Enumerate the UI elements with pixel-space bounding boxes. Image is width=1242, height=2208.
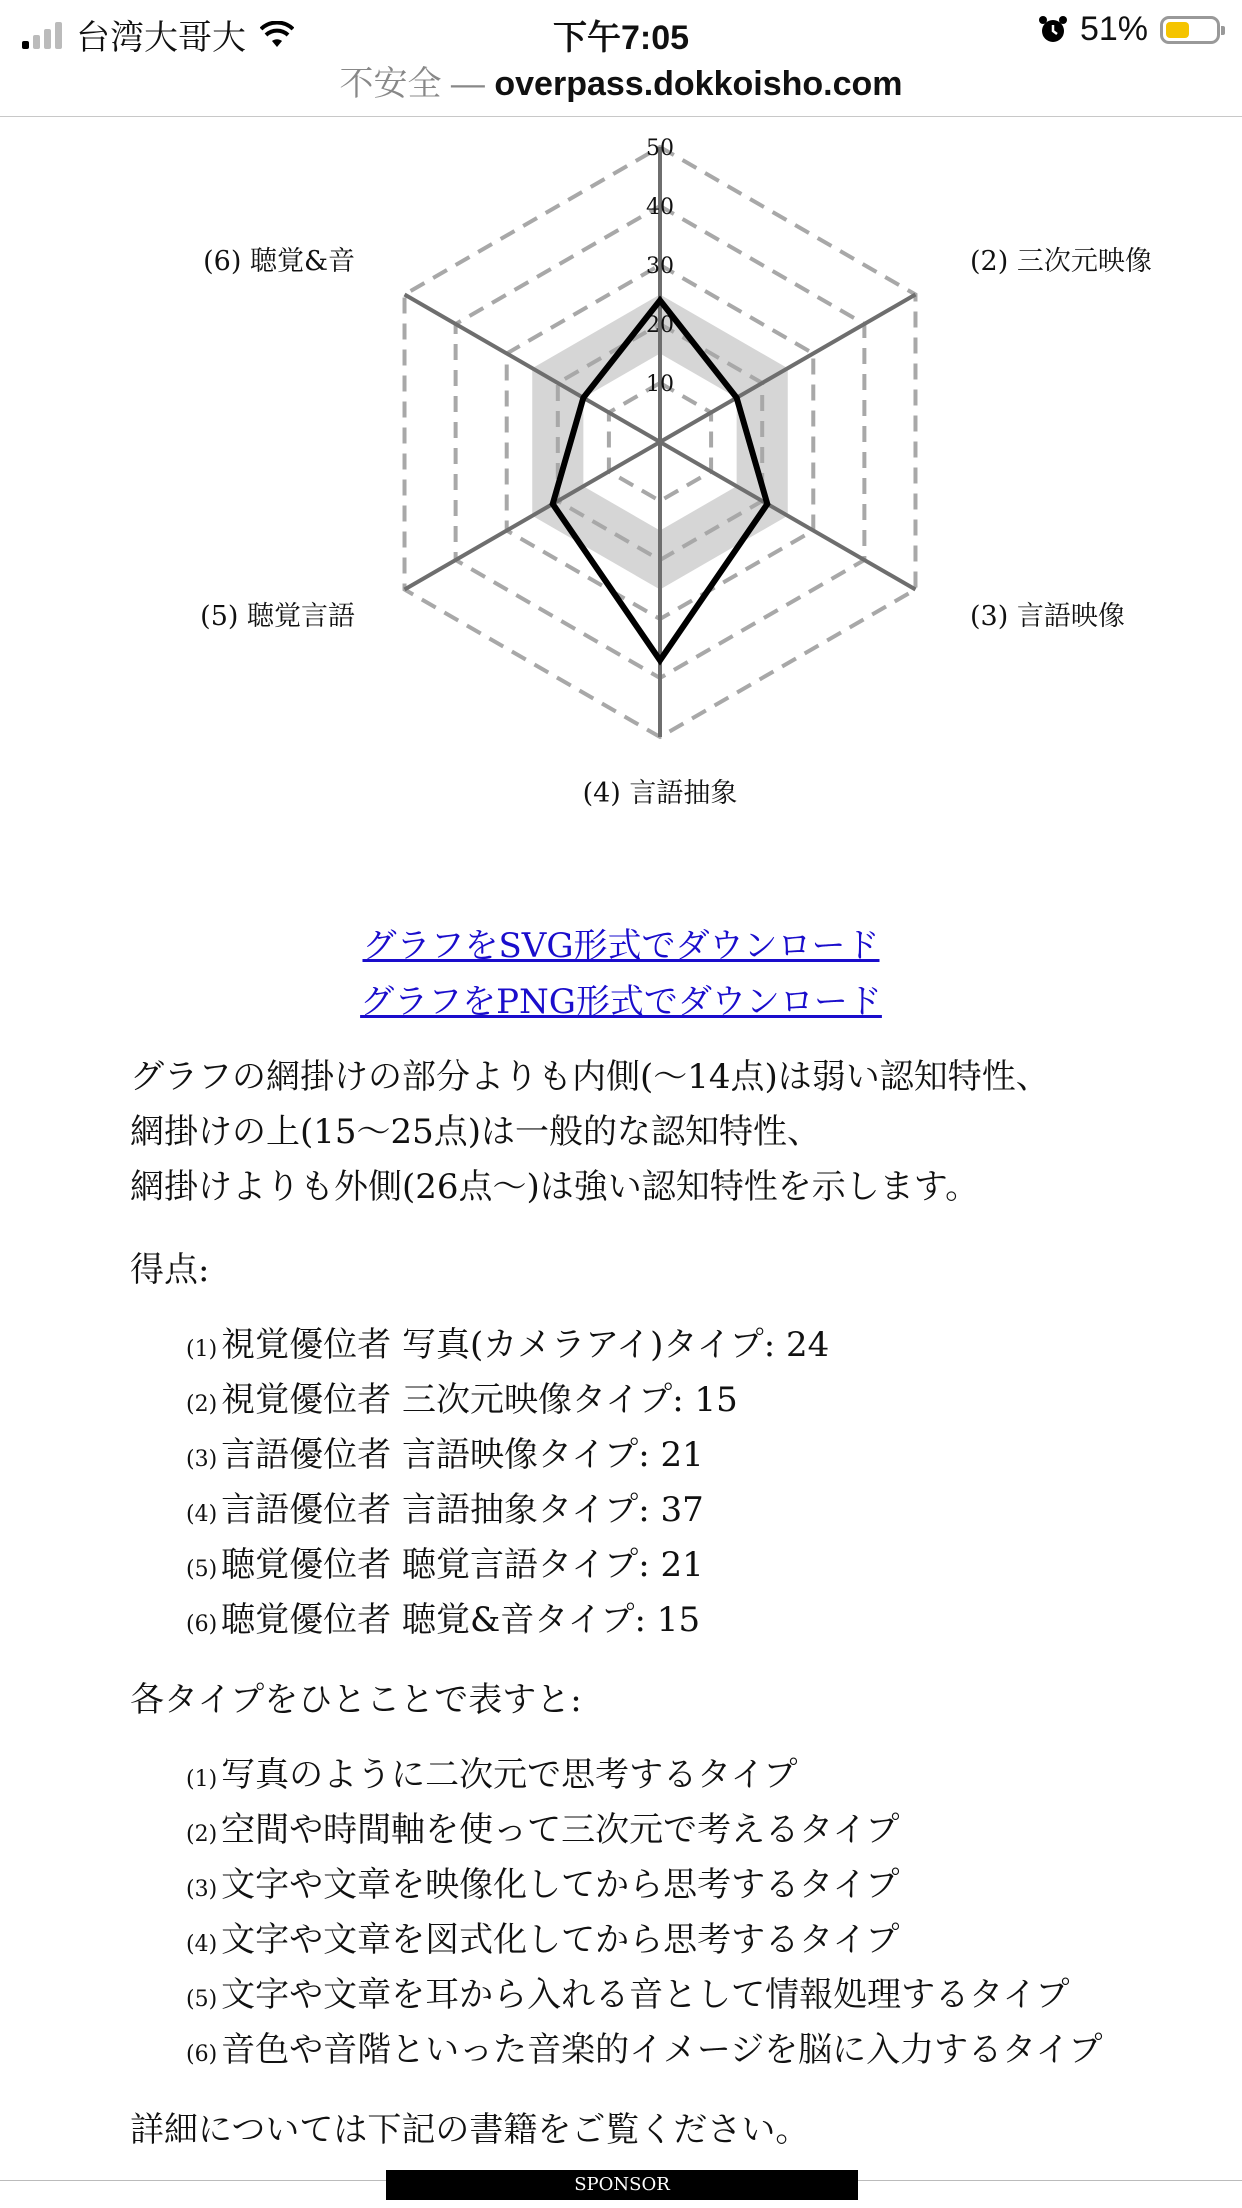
axis-label: (5) 聴覚言語 xyxy=(200,601,355,632)
axis-label: (6) 聴覚&音 xyxy=(203,246,355,277)
item-number: (2) xyxy=(186,1822,218,1847)
list-item xyxy=(186,1858,1102,1913)
address-bar[interactable] xyxy=(0,56,1242,105)
list-item xyxy=(186,1373,829,1428)
list-item xyxy=(186,1803,1102,1858)
item-text: 視覚優位者 三次元映像タイプ: 15 xyxy=(221,1380,738,1420)
list-item xyxy=(186,1748,1102,1803)
item-text: 文字や文章を耳から入れる音として情報処理するタイプ xyxy=(221,1975,1070,2015)
battery-fill xyxy=(1166,22,1189,38)
item-number: (4) xyxy=(186,1502,218,1527)
item-text: 音色や音階といった音楽的イメージを脳に入力するタイプ xyxy=(221,2030,1103,2070)
item-text: 空間や時間軸を使って三次元で考えるタイプ xyxy=(221,1810,900,1850)
description-line: 網掛けよりも外側(26点〜)は強い認知特性を示します。 xyxy=(130,1167,980,1207)
item-number: (3) xyxy=(186,1447,218,1472)
item-number: (6) xyxy=(186,2042,218,2067)
download-links xyxy=(0,918,1242,1030)
axis-label: (3) 言語映像 xyxy=(970,601,1125,632)
description xyxy=(130,1050,1050,1215)
item-number: (3) xyxy=(186,1877,218,1902)
item-text: 視覚優位者 写真(カメラアイ)タイプ: 24 xyxy=(221,1325,830,1365)
carrier-name: 台湾大哥大 xyxy=(76,19,246,57)
item-number: (2) xyxy=(186,1392,218,1417)
item-text: 写真のように二次元で思考するタイプ xyxy=(221,1755,798,1795)
item-number: (1) xyxy=(186,1767,218,1792)
list-item xyxy=(186,1593,829,1648)
description-line: グラフの網掛けの部分よりも内側(〜14点)は弱い認知特性、 xyxy=(130,1057,1050,1097)
item-text: 聴覚優位者 聴覚&音タイプ: 15 xyxy=(221,1600,701,1640)
clock: 下午7:05 xyxy=(552,19,690,57)
battery-percent: 51% xyxy=(1079,10,1148,48)
axis-label: (4) 言語抽象 xyxy=(582,778,738,809)
item-number: (1) xyxy=(186,1337,218,1362)
scores-heading: 得点: xyxy=(130,1250,210,1290)
footer-text: 詳細については下記の書籍をご覧ください。 xyxy=(130,2110,810,2150)
list-item xyxy=(186,1913,1102,1968)
types-heading: 各タイプをひとことで表すと: xyxy=(130,1680,582,1720)
spokes xyxy=(405,147,916,737)
tick-label: 30 xyxy=(646,254,674,279)
item-text: 文字や文章を図式化してから思考するタイプ xyxy=(221,1920,900,1960)
list-item xyxy=(186,1968,1102,2023)
types-list xyxy=(186,1748,1102,2078)
item-number: (4) xyxy=(186,1932,218,1957)
tick-label: 10 xyxy=(646,372,674,397)
insecure-label: 不安全 — xyxy=(339,65,485,103)
battery-icon xyxy=(1160,16,1220,44)
tick-label: 50 xyxy=(646,136,674,161)
item-number: (5) xyxy=(186,1987,218,2012)
item-text: 聴覚優位者 聴覚言語タイプ: 21 xyxy=(221,1545,704,1585)
sponsor-label: SPONSOR xyxy=(386,2170,858,2200)
scores-list xyxy=(186,1318,829,1648)
list-item xyxy=(186,1318,829,1373)
tick-label: 40 xyxy=(646,195,674,220)
list-item xyxy=(186,1538,829,1593)
list-item xyxy=(186,1483,829,1538)
alarm-icon xyxy=(1038,15,1068,45)
item-number: (5) xyxy=(186,1557,218,1582)
status-bar xyxy=(0,0,1242,64)
list-item xyxy=(186,1428,829,1483)
item-text: 言語優位者 言語映像タイプ: 21 xyxy=(221,1435,704,1475)
item-text: 言語優位者 言語抽象タイプ: 37 xyxy=(221,1490,704,1530)
description-line: 網掛けの上(15〜25点)は一般的な認知特性、 xyxy=(130,1112,822,1152)
tick-label: 20 xyxy=(646,313,674,338)
url-host: overpass.dokkoisho.com xyxy=(494,65,903,103)
svg-download-link[interactable]: グラフをSVG形式でダウンロード xyxy=(362,926,880,966)
png-download-link[interactable]: グラフをPNG形式でダウンロード xyxy=(360,982,882,1022)
item-number: (6) xyxy=(186,1612,218,1637)
item-text: 文字や文章を映像化してから思考するタイプ xyxy=(221,1865,900,1905)
status-right xyxy=(1038,10,1220,49)
axis-label: (2) 三次元映像 xyxy=(970,246,1152,277)
radar-chart xyxy=(0,110,1242,830)
list-item xyxy=(186,2023,1102,2078)
